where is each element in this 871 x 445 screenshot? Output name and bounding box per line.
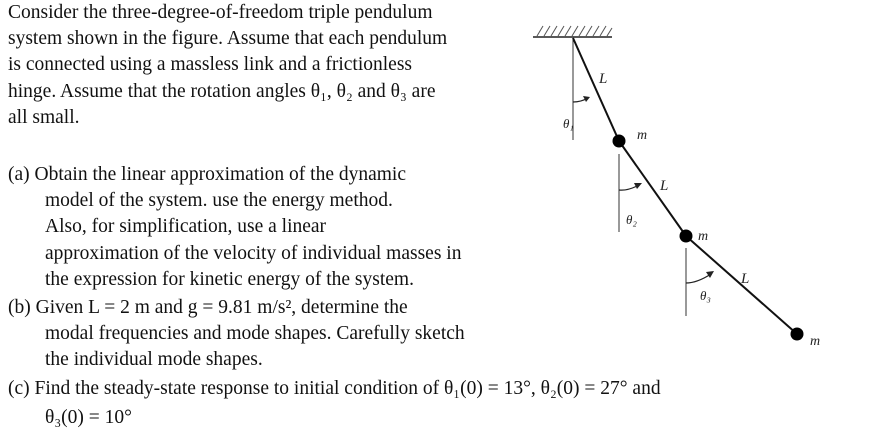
part-b-line-1: (b) Given L = 2 m and g = 9.81 m/s², determine the <box>8 297 408 318</box>
mass-label-2: m <box>698 229 709 244</box>
angle-arrow-1 <box>583 96 590 102</box>
mass-2 <box>680 230 693 243</box>
mass-3 <box>791 328 804 341</box>
intro-line-3: is connected using a massless link and a frictionless <box>8 54 412 75</box>
ceiling-support <box>533 26 612 37</box>
part-a-line-2: model of the system. use the energy method. <box>45 190 393 211</box>
intro-line-5: all small. <box>8 107 80 128</box>
angle-label-1: θ₁ <box>563 116 574 131</box>
mass-1 <box>613 135 626 148</box>
part-b-line-3: the individual mode shapes. <box>45 349 263 370</box>
link-label-1: L <box>599 71 608 87</box>
angle-arrow-2 <box>634 183 642 189</box>
intro-line-2: system shown in the figure. Assume that each pendulum <box>8 28 448 49</box>
part-a-line-3: Also, for simplification, use a linear <box>45 216 327 237</box>
angle-label-3: θ₃ <box>700 288 711 303</box>
mass-label-3: m <box>810 334 821 349</box>
part-b-line-2: modal frequencies and mode shapes. Carefully sketch <box>45 323 465 344</box>
link-label-2: L <box>660 178 669 194</box>
angle-arc-3 <box>686 274 711 283</box>
link-1 <box>573 38 619 141</box>
part-a-line-4: approximation of the velocity of individual masses in <box>45 243 462 264</box>
angle-label-2: θ₂ <box>626 212 637 227</box>
intro-line-1: Consider the three-degree-of-freedom triple pendulum <box>8 2 433 23</box>
part-c-line-1: (c) Find the steady-state response to initial condition of θ₁(0) = 13°, θ₂(0) = 27° and <box>8 378 661 399</box>
link-label-3: L <box>741 271 750 287</box>
part-c-line-2: θ₃(0) = 10° <box>45 407 132 428</box>
mass-label-1: m <box>637 128 648 143</box>
part-a-line-1: (a) Obtain the linear approximation of the dynamic <box>8 164 406 185</box>
triple-pendulum-figure <box>520 0 871 380</box>
part-a-line-5: the expression for kinetic energy of the system. <box>45 269 414 290</box>
intro-line-4: hinge. Assume that the rotation angles θ₁, θ₂ and θ₃ are <box>8 81 436 102</box>
